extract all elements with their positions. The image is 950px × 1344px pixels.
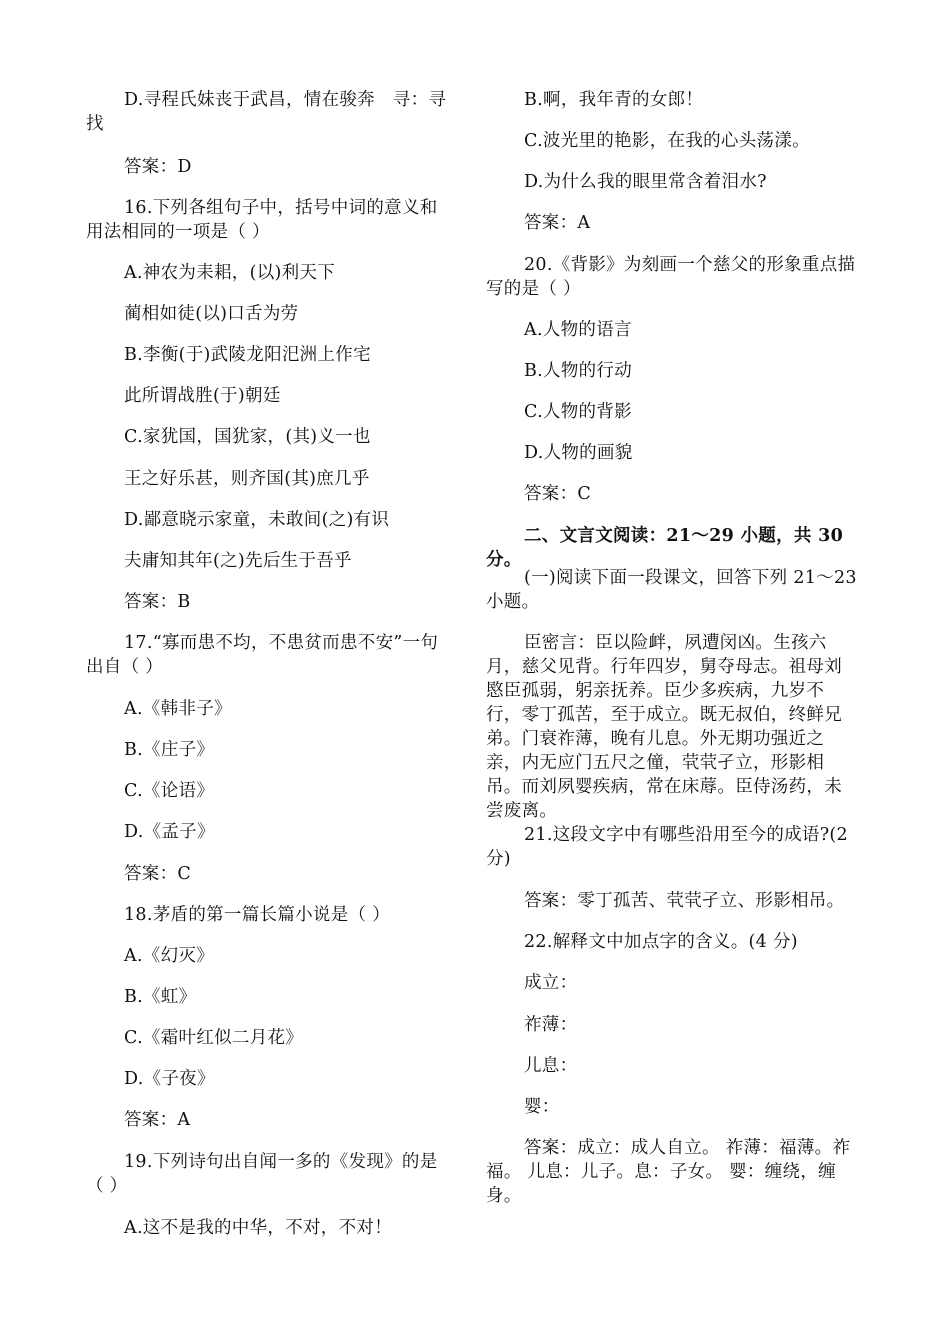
- section-heading: 二、文言文阅读：21～29 小题，共 30 分。: [486, 526, 844, 570]
- question-20: 20.《背影》为刻画一个慈父的形象重点描写的是（ ）: [486, 255, 856, 299]
- option-line: C.波光里的艳影，在我的心头荡漾。: [524, 131, 810, 151]
- option-line: 此所谓战胜(于)朝廷: [124, 386, 281, 406]
- option-line: D.鄙意晓示家童，未敢间(之)有识: [124, 510, 390, 530]
- option-line: B.《庄子》: [124, 740, 215, 760]
- question-22: 22.解释文中加点字的含义。(4 分): [524, 932, 798, 952]
- option-line: C.人物的背影: [524, 402, 632, 422]
- question-21: 21.这段文字中有哪些沿用至今的成语?(2 分): [486, 825, 848, 869]
- option-line: 夫庸知其年(之)先后生于吾乎: [124, 551, 352, 571]
- term-line: 儿息：: [524, 1056, 578, 1076]
- option-line: 蔺相如徒(以)口舌为劳: [124, 304, 299, 324]
- term-line: 成立：: [524, 973, 578, 993]
- option-line: A.人物的语言: [524, 320, 632, 340]
- option-line: D.《子夜》: [124, 1069, 215, 1089]
- option-line: A.《韩非子》: [124, 699, 232, 719]
- term-line: 祚薄：: [524, 1015, 578, 1035]
- option-line: C.家犹国，国犹家，(其)义一也: [124, 427, 371, 447]
- paragraph: D.寻程氏妹丧于武昌，情在骏奔 寻：寻找: [86, 90, 447, 134]
- option-line: B.啊，我年青的女郎！: [524, 90, 704, 110]
- option-line: B.人物的行动: [524, 361, 633, 381]
- question-18: 18.茅盾的第一篇长篇小说是（ ）: [124, 905, 390, 925]
- option-line: B.《虹》: [124, 987, 197, 1007]
- answer-line: 答案：D: [124, 157, 192, 177]
- term-line: 婴：: [524, 1097, 560, 1117]
- option-line: C.《论语》: [124, 781, 215, 801]
- option-line: 王之好乐甚，则齐国(其)庶几乎: [124, 469, 370, 489]
- question-19: 19.下列诗句出自闻一多的《发现》的是（ ）: [86, 1152, 438, 1196]
- answer-line: 答案：零丁孤苦、茕茕孑立、形影相吊。: [524, 891, 845, 911]
- option-line: A.这不是我的中华，不对，不对！: [124, 1218, 392, 1238]
- option-line: A.神农为耒耜，(以)利天下: [124, 263, 336, 283]
- answer-line: 答案：C: [524, 484, 592, 504]
- option-line: D.人物的画貌: [524, 443, 633, 463]
- option-line: C.《霜叶红似二月花》: [124, 1028, 304, 1048]
- answer-line: 答案：A: [124, 1110, 191, 1130]
- option-line: A.《幻灭》: [124, 946, 215, 966]
- option-line: D.《孟子》: [124, 822, 215, 842]
- classical-passage: 臣密言：臣以险衅，夙遭闵凶。生孩六月，慈父见背。行年四岁，舅夺母志。祖母刘愍臣孤弱，躬亲抚养。臣少多疾病，九岁不行，零丁孤苦，至于成立。既无叔伯，终鲜兄弟。门衰祚薄，晚有儿息。外无期功强近之亲，内无应门五尺之僮，茕茕孑立，形影相吊。而刘夙婴疾病，常在床蓐。臣侍汤药，未尝废离。: [486, 633, 842, 821]
- answer-line: 答案：B: [124, 592, 191, 612]
- answer-line: 答案：成立：成人自立。 祚薄：福薄。祚福。 儿息：儿子。息：子女。 婴：缠绕，缠身。: [486, 1138, 851, 1206]
- question-17: 17.“寡而患不均，不患贫而患不安”一句出自（ ）: [86, 633, 439, 677]
- option-line: D.为什么我的眼里常含着泪水?: [524, 172, 767, 192]
- option-line: B.李衡(于)武陵龙阳汜洲上作宅: [124, 345, 371, 365]
- answer-line: 答案：A: [524, 213, 591, 233]
- answer-line: 答案：C: [124, 864, 192, 884]
- reading-instruction: (一)阅读下面一段课文，回答下列 21～23 小题。: [486, 568, 857, 612]
- question-16: 16.下列各组句子中，括号中词的意义和用法相同的一项是（ ）: [86, 198, 438, 242]
